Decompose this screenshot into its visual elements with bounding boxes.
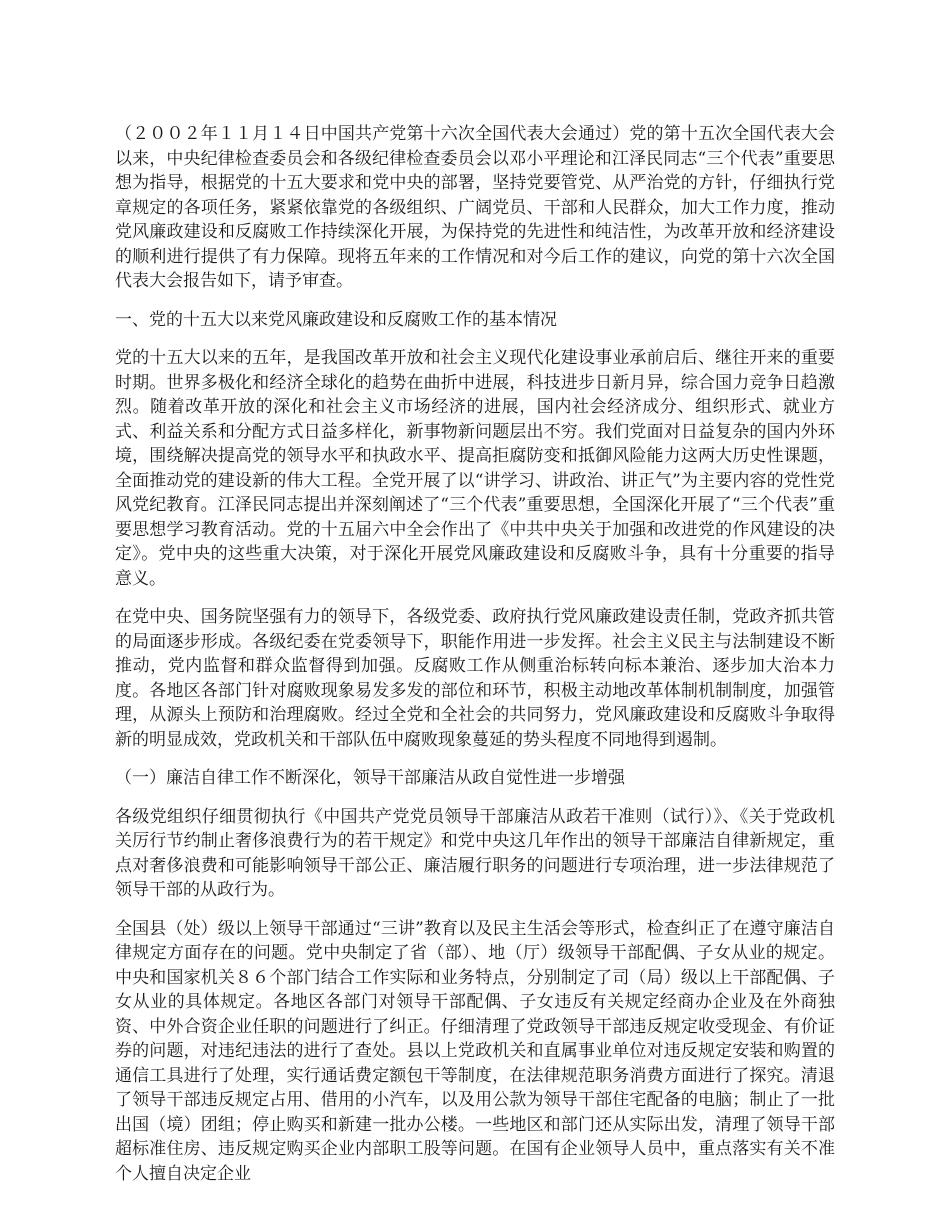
paragraph-1: 党的十五大以来的五年，是我国改革开放和社会主义现代化建设事业承前启后、继往开来的重要时期。世界多极化和经济全球化的趋势在曲折中进展，科技进步日新月异，综合国力竞争日趋激烈。随着改革开放的深化和社会主义市场经济的进展，国内社会经济成分、组织形式、就业方式、利益关系和分配方式日益多样化，新事物新问题层出不穷。我们党面对日益复杂的国内外环境，围绕解决提高党的领导水平和执政水平、提高拒腐防变和抵御风险能力这两大历史性课题，全面推动党的建设新的伟大工程。全党开展了以“讲学习、讲政治、讲正气”为主要内容的党性党风党纪教育。江泽民同志提出并深刻阐述了“三个代表”重要思想，全国深化开展了“三个代表”重要思想学习教育活动。党的十五届六中全会作出了《中共中央关于加强和改进党的作风建设的决定》。党中央的这些重大决策，对于深化开展党风廉政建设和反腐败斗争，具有十分重要的指导意义。 (115, 348, 835, 589)
paragraph-3: 各级党组织仔细贯彻执行《中国共产党党员领导干部廉洁从政若干准则（试行）》、《关于党政机关厉行节约制止奢侈浪费行为的若干规定》和党中央这几年作出的领导干部廉洁自律新规定，重点对奢侈浪费和可能影响领导干部公正、廉洁履行职务的问题进行专项治理，进一步法律规范了领导干部的从政行为。 (115, 806, 835, 900)
subsection-heading: （一）廉洁自律工作不断深化，领导干部廉洁从政自觉性进一步增强 (115, 768, 625, 788)
section-heading: 一、党的十五大以来党风廉政建设和反腐败工作的基本情况 (115, 309, 557, 330)
paragraph-4: 全国县（处）级以上领导干部通过“三讲”教育以及民主生活会等形式，检查纠正了在遵守廉洁自律规定方面存在的问题。党中央制定了省（部）、地（厅）级领导干部配偶、子女从业的规定。中央和国家机关８６个部门结合工作实际和业务特点，分别制定了司（局）级以上干部配偶、子女从业的具体规定。各地区各部门对领导干部配偶、子女违反有关规定经商办企业及在外商独资、中外合资企业任职的问题进行了纠正。仔细清理了党政领导干部违反规定收受现金、有价证券的问题，对违纪违法的进行了查处。县以上党政机关和直属事业单位对违反规定安装和购置的通信工具进行了处理，实行通话费定额包干等制度，在法律规范职务消费方面进行了探究。清退了领导干部违反规定占用、借用的小汽车，以及用公款为领导干部住宅配备的电脑；制止了一批出国（境）团组；停止购买和新建一批办公楼。一些地区和部门还从实际出发，清理了领导干部超标准住房、违反规定购买企业内部职工股等问题。在国有企业领导人员中，重点落实有关不准个人擅自决定企业 (115, 918, 835, 1184)
paragraph-2: 在党中央、国务院坚强有力的领导下，各级党委、政府执行党风廉政建设责任制，党政齐抓共管的局面逐步形成。各级纪委在党委领导下，职能作用进一步发挥。社会主义民主与法制建设不断推动，党内监督和群众监督得到加强。反腐败工作从侧重治标转向标本兼治、逐步加大治本力度。各地区各部门针对腐败现象易发多发的部位和环节，积极主动地改革体制机制制度，加强管理，从源头上预防和治理腐败。经过全党和全社会的共同努力，党风廉政建设和反腐败斗争取得新的明显成效，党政机关和干部队伍中腐败现象蔓延的势头程度不同地得到遏制。 (115, 607, 835, 750)
intro-paragraph: （２００２年１１月１４日中国共产党第十六次全国代表大会通过）党的第十五次全国代表大会以来，中央纪律检查委员会和各级纪律检查委员会以邓小平理论和江泽民同志“三个代表”重要思想为指导，根据党的十五大要求和党中央的部署，坚持党要管党、从严治党的方针，仔细执行党章规定的各项任务，紧紧依靠党的各级组织、广阔党员、干部和人民群众，加大工作力度，推动党风廉政建设和反腐败工作持续深化开展，为保持党的先进性和纯洁性，为改革开放和经济建设的顺利进行提供了有力保障。现将五年来的工作情况和对今后工作的建议，向党的第十六次全国代表大会报告如下，请予审查。 (115, 124, 835, 291)
